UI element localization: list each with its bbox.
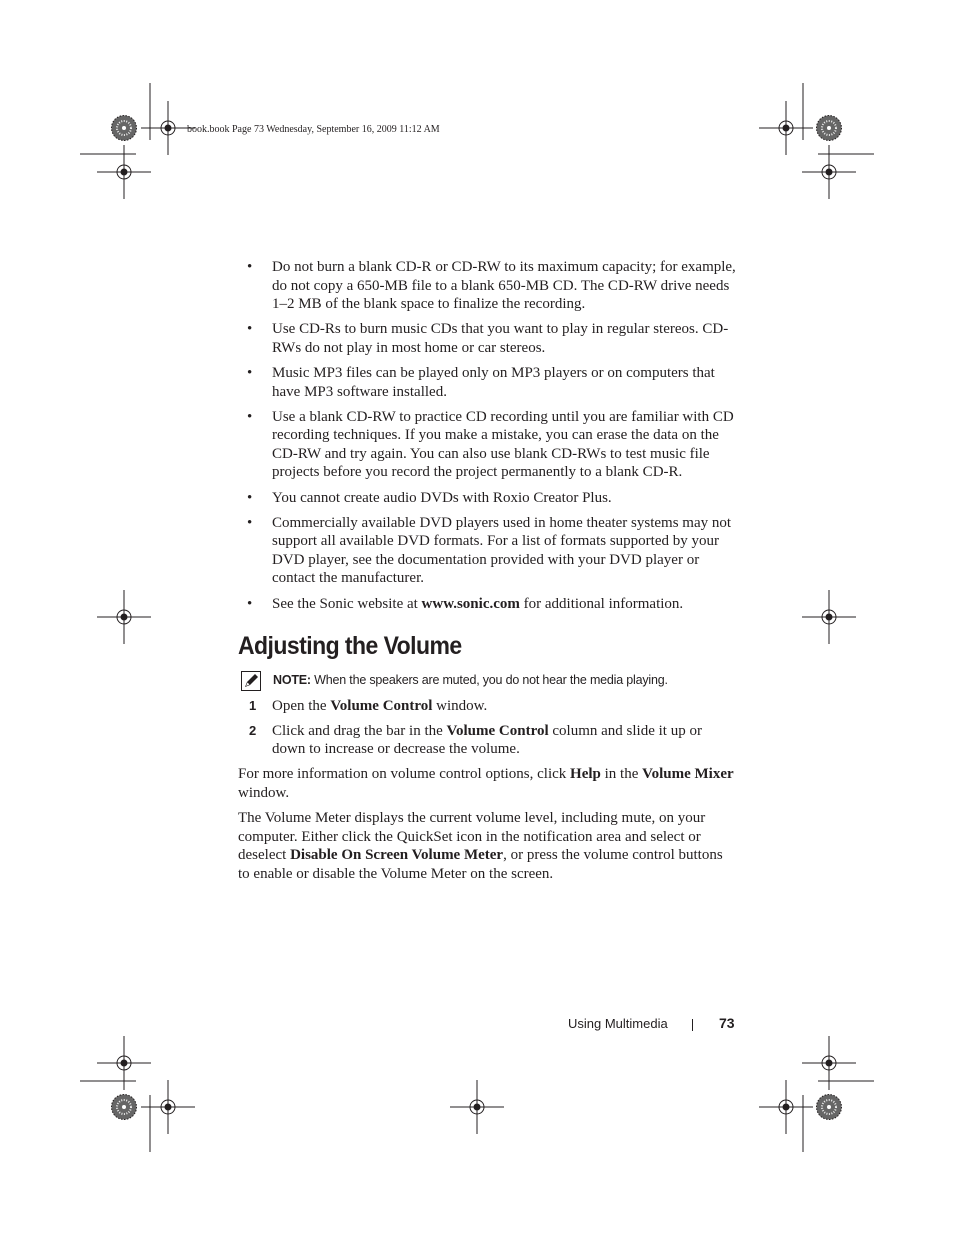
page-number: 73 — [719, 1015, 735, 1031]
section-heading: Adjusting the Volume — [238, 632, 462, 660]
bullet-icon: • — [247, 595, 253, 612]
website-link[interactable]: www.sonic.com — [421, 595, 520, 612]
bullet-icon: • — [247, 364, 253, 381]
note-label: NOTE: — [273, 673, 311, 687]
step-number: 1 — [249, 698, 257, 713]
note-text: When the speakers are muted, you do not hear the media playing. — [310, 673, 668, 687]
tips-list — [238, 258, 738, 620]
list-item: • Commercially available DVD players used in home theater systems may not support all available DVD formats. For a list of formats supported by your DVD player, see the documentation provided with your DVD player or contact the manufacturer. — [247, 514, 732, 587]
list-item: • Do not burn a blank CD-R or CD-RW to its maximum capacity; for example, do not copy a 650-MB file to a blank 650-MB CD. The CD-RW drive needs 1–2 MB of the blank space to finalize the recording. — [247, 259, 736, 313]
step-number: 2 — [249, 722, 257, 738]
list-item: • Music MP3 files can be played only on MP3 players or on computers that have MP3 software installed. — [247, 364, 715, 400]
bullet-icon: • — [247, 259, 253, 275]
steps-list — [238, 697, 738, 765]
list-item: • Use CD-Rs to burn music CDs that you want to play in regular stereos. CD-RWs do not play in most home or car stereos. — [247, 321, 729, 356]
bullet-icon: • — [247, 321, 253, 338]
note-box — [238, 673, 748, 687]
bullet-icon: • — [247, 408, 253, 425]
footer-divider — [692, 1019, 693, 1031]
paragraph-help: For more information on volume control options, click Help in the Volume Mixer window. — [238, 766, 734, 801]
bullet-icon: • — [247, 489, 253, 506]
list-item: • Use a blank CD-RW to practice CD recording until you are familiar with CD recording techniques. If you make a mistake, you can erase the data on the CD-RW and try again. You can also use blank CD-RWs to test music file projects before you record the project permanently to a blank CD-R. — [247, 408, 734, 481]
paragraph-volume-meter: The Volume Meter displays the current volume level, including mute, on your computer. Either click the QuickSet icon in the notification area and select or deselect Disable On Screen Volume Meter, or press the volume control buttons to enable or disable the Volume Meter on the screen. — [238, 810, 723, 882]
list-item: • You cannot create audio DVDs with Roxio Creator Plus. — [247, 489, 612, 506]
step-item: 2 Click and drag the bar in the Volume Control column and slide it up or down to increase or decrease the volume. — [249, 722, 702, 758]
bullet-icon: • — [247, 514, 253, 531]
list-item: • See the Sonic website at www.sonic.com for additional information. — [247, 595, 684, 612]
step-item: 1 Open the Volume Control window. — [249, 698, 488, 714]
footer-section-title: Using Multimedia — [568, 1016, 668, 1031]
print-slug: book.book Page 73 Wednesday, September 16, 2009 11:12 AM — [187, 124, 440, 135]
pencil-note-icon — [241, 671, 261, 691]
